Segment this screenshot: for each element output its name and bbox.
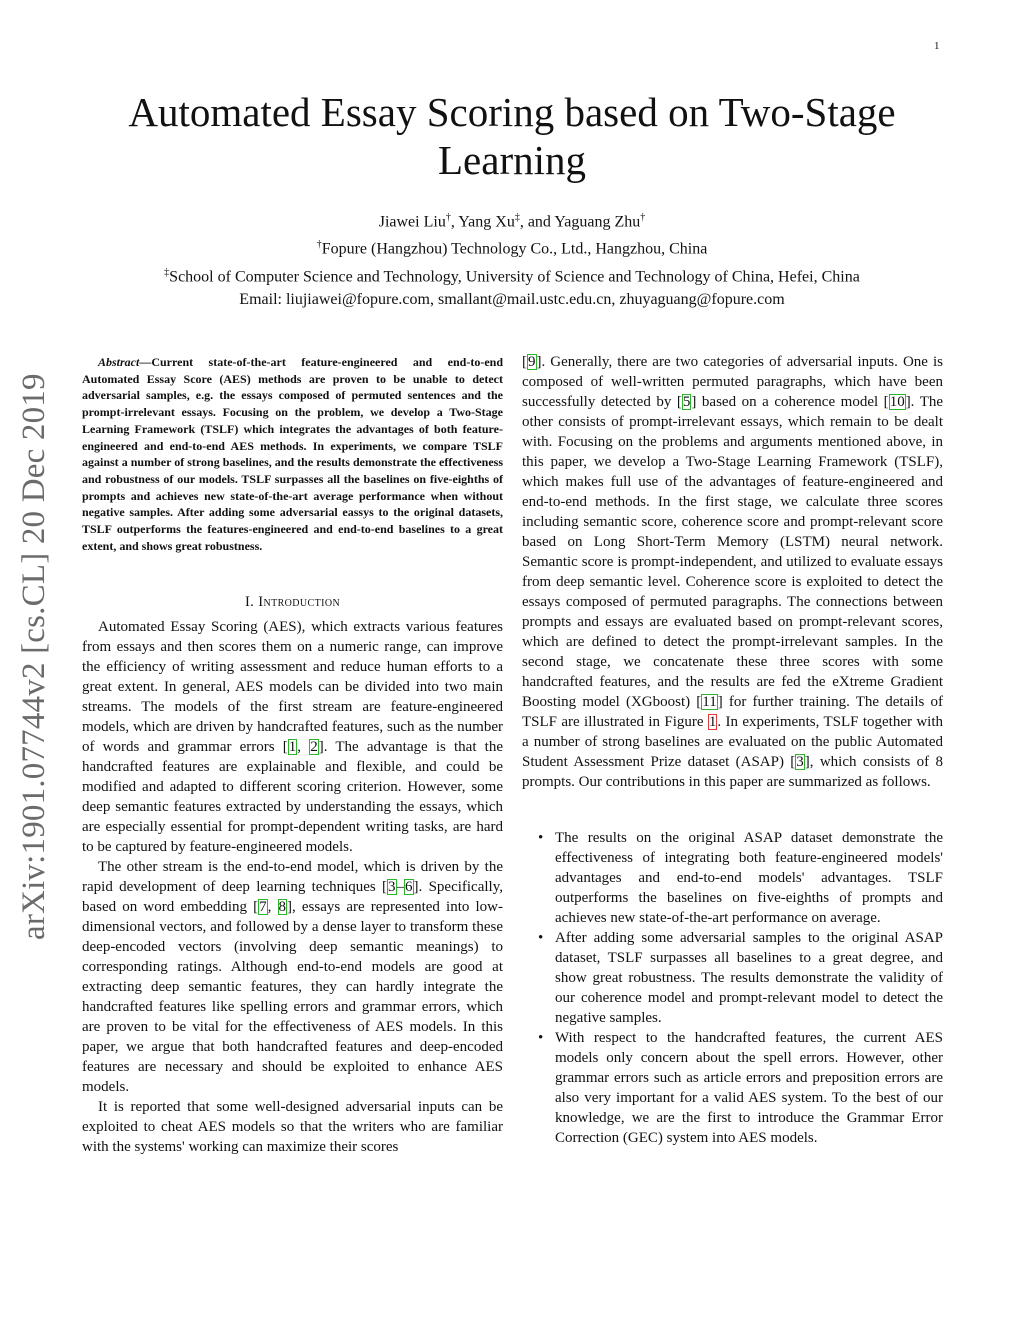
text-run: ]. Specifically, based on word embedding [ — [82, 879, 503, 916]
text-run: ], essays are represented into low-dimensional vectors, and followed by a dense layer to transform these deep-encoded vectors (involving deep semantic meanings) to corresponding ratings. Although end-to-end models are good at extracting deep semantic features, they can hardly integrate the handcrafted features like spelling errors and grammar errors, which are proven to be vital for the effectiveness of AES models. In this paper, we argue that both handcrafted features and deep-encoded features are necessary and should be exploited to enhance AES models. — [82, 899, 504, 1096]
author-mark: † — [445, 212, 451, 223]
affiliation-1 — [60, 233, 964, 260]
intro-paragraph-1 — [82, 617, 503, 857]
figure-link[interactable]: 1 — [708, 714, 717, 730]
citation-link[interactable]: 3 — [388, 879, 396, 896]
text-run: Automated Essay Scoring (AES), which extracts various features from essays and then scores them on a numeric range, can improve the efficiency of writing assessment and reduce human efforts to a great extent. In general, AES models can be divided into two main streams. The models of the first stream are feature-engineered models, which are driven by handcrafted features, such as the number of words and grammar errors [ — [82, 619, 503, 756]
abstract-text: —Current state-of-the-art feature-engineered and end-to-end Automated Essay Score (AES) methods are proven to be unable to detect adversarial samples, e.g. the essays composed of permuted sentences and the prompt-irrelevant essays. Focusing on the problem, we develop a Two-Stage Learning Framework (TSLF) which integrates the advantages of both feature-engineered and end-to-end AES methods. In experiments, we compare TSLF against a number of strong baselines, and the results demonstrate the effectiveness and robustness of our models. TSLF surpasses all the baselines on five-eighths of prompts and achieves new state-of-the-art average performance when without negative samples. After adding some adversarial eassys to the original datasets, TSLF outperforms the features-engineered and end-to-end baselines to a great extent, and shows great robustness. — [82, 355, 503, 553]
text-run: – — [396, 879, 405, 896]
text-run: It is reported that some well-designed adversarial inputs can be exploited to cheat AES models so that the writers who are familiar with the systems' working can maximize their scores — [82, 1099, 503, 1156]
citation-link[interactable]: 9 — [528, 354, 536, 370]
affiliation-text: Fopure (Hangzhou) Technology Co., Ltd., Hangzhou, China — [321, 240, 708, 258]
text-run: , — [267, 899, 278, 916]
citation-link[interactable]: 11 — [702, 694, 717, 710]
text-run: ], which consists of 8 prompts. Our contributions in this paper are summarized as follows. — [522, 754, 943, 790]
text-run: [ — [522, 354, 527, 370]
intro-paragraph-2 — [82, 857, 503, 1097]
author-name: Jiawei Liu — [378, 213, 446, 231]
contribution-item: • The results on the original ASAP dataset demonstrate the effectiveness of integrating both feature-engineered models' advantages and end-to-end models' advantages. TSLF outperforms the baselines on five-eighths of prompts and achieves new state-of-the-art performance on average. — [555, 828, 943, 928]
author-mark: ‡ — [514, 212, 520, 223]
contribution-item: • After adding some adversarial samples to the original ASAP dataset, TSLF surpasses all baselines to a great degree, and show great robustness. The results demonstrate the validity of our coherence model and prompt-relevant model to detect the negative samples. — [555, 928, 943, 1028]
author-name: and Yaguang Zhu — [527, 213, 641, 231]
author-emails: Email: liujiawei@fopure.com, smallant@mail.ustc.edu.cn, zhuyaguang@fopure.com — [239, 290, 785, 308]
affiliation-mark: ‡ — [164, 266, 170, 278]
arxiv-identifier: arXiv:1901.07744v2 [cs.CL] 20 Dec 2019 — [16, 373, 52, 940]
section-heading: I. Introduction — [244, 594, 341, 611]
author-mark: † — [640, 212, 646, 223]
contribution-item: • With respect to the handcrafted features, the current AES models only concern about the spell errors. However, other grammar errors such as article errors and preposition errors are also very important for a valid AES system. To the best of our knowledge, we are the first to introduce the Grammar Error Correction (GEC) system into AES models. — [555, 1028, 943, 1148]
citation-link[interactable]: 7 — [259, 899, 267, 916]
text-run: ]. The advantage is that the handcrafted features are explainable and flexible, and could be modified and adapted to different scoring criterion. However, some deep semantic features extracted by understanding the essays, which are especially essential for prompt-dependent writing tasks, are hard to be captured by feature-engineered models. — [82, 739, 503, 856]
text-run: The other stream is the end-to-end model, which is driven by the rapid development of deep learning techniques [ — [82, 859, 503, 896]
author-block — [60, 206, 964, 311]
text-run: . In experiments, TSLF together with a number of strong baselines are evaluated on the public Automated Student Assessment Prize dataset (ASAP) [ — [522, 714, 943, 770]
abstract-label: Abstract — [98, 355, 140, 369]
abstract — [82, 354, 503, 554]
text-run: ] based on a coherence model [ — [691, 394, 889, 410]
page-number: 1 — [934, 40, 940, 52]
text-run: ]. Generally, there are two categories of adversarial inputs. One is composed of well-written permuted paragraphs, which have been successfully detected by [ — [522, 354, 943, 410]
contribution-list — [522, 828, 943, 1148]
citation-link[interactable]: 3 — [796, 754, 804, 770]
citation-link[interactable]: 8 — [278, 899, 287, 916]
citation-link[interactable]: 6 — [405, 879, 413, 896]
author-name: Yang Xu — [458, 213, 515, 231]
right-column — [522, 352, 943, 1148]
citation-link[interactable]: 1 — [288, 739, 297, 756]
affiliation-2 — [60, 261, 964, 288]
affiliation-text: School of Computer Science and Technology, University of Science and Technology of China, Hefei, China — [169, 267, 860, 285]
author-names: Jiawei Liu†, Yang Xu‡, and Yaguang Zhu† — [378, 212, 646, 231]
paper-title: Automated Essay Scoring based on Two-Stage Learning — [128, 89, 896, 183]
left-column — [82, 354, 503, 1157]
intro-paragraph-3 — [82, 1097, 503, 1157]
citation-link[interactable]: 2 — [310, 739, 318, 756]
text-run: ]. The other consists of prompt-irrelevant essays, which remain to be dealt with. Focusing on the problems and arguments mentioned above, in this paper, we develop a Two-Stage Learning Framework (TSLF), which makes full use of the advantages of feature-engineered and end-to-end methods. In the first stage, we calculate three scores including semantic score, coherence score and prompt-relevant score based on Long Short-Term Memory (LSTM) neural network. Semantic score is prompt-independent, and utilized to evaluate essays from deep semantic level. Coherence score is exploited to detect the essays composed of permuted paragraphs. The connections between prompts and essays are evaluated based on prompt-relevant scores, which are defined to detect the prompt-irrelevant samples. In the second stage, we concatenate these three scores with some handcrafted features, and the results are fed the eXtreme Gradient Boosting model (XGboost) [ — [522, 394, 944, 710]
citation-link[interactable]: 5 — [682, 394, 691, 410]
intro-paragraph-3-continued — [522, 352, 943, 792]
text-run: ] for further training. The details of TSLF are illustrated in Figure — [522, 694, 943, 730]
text-run: , — [297, 739, 310, 756]
citation-link[interactable]: 10 — [889, 394, 905, 410]
affiliation-mark: † — [316, 239, 322, 251]
